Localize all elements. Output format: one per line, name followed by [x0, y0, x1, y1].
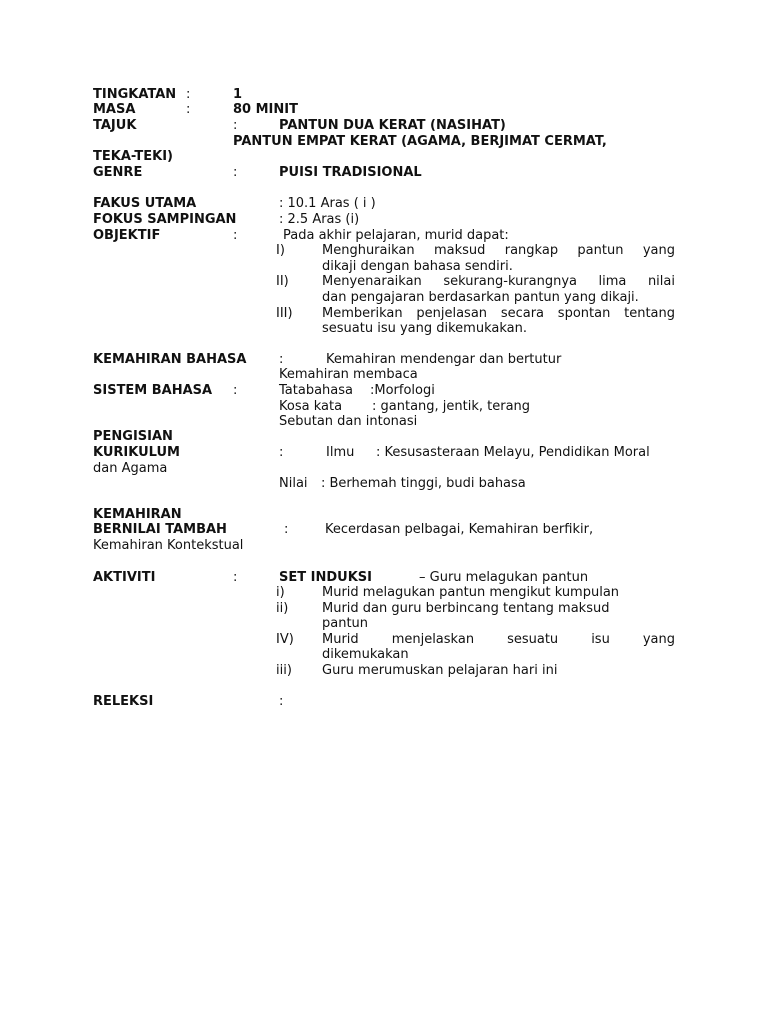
aktiviti-item-cont: pantun	[322, 616, 369, 631]
objektif-label: OBJEKTIF	[93, 228, 161, 243]
objektif-item-num: III)	[276, 306, 293, 321]
tajuk-colon: :	[233, 118, 238, 133]
genre-value: PUISI TRADISIONAL	[279, 165, 422, 180]
tajuk-line3: TEKA-TEKI)	[93, 149, 173, 164]
word: penjelasan	[416, 306, 488, 321]
word: isu	[591, 632, 610, 647]
aktiviti-item-num: iii)	[276, 663, 292, 678]
word: rangkap	[504, 243, 559, 258]
tingkatan-label: TINGKATAN	[93, 87, 177, 102]
objektif-colon: :	[233, 228, 238, 243]
kurikulum-label: KURIKULUM	[93, 445, 180, 460]
word: Murid	[322, 632, 359, 647]
kemahiran-bahasa-label: KEMAHIRAN BAHASA	[93, 352, 247, 367]
aktiviti-item-cont: dikemukakan	[322, 647, 409, 662]
kemahiran-bahasa-colon: :	[279, 352, 284, 367]
aktiviti-label: AKTIVITI	[93, 570, 156, 585]
tajuk-label: TAJUK	[93, 118, 137, 133]
genre-label: GENRE	[93, 165, 143, 180]
word: spontan	[557, 306, 611, 321]
objektif-item-line	[322, 243, 675, 259]
aktiviti-item-text: Guru merumuskan pelajaran hari ini	[322, 663, 558, 678]
kemahiran-label: KEMAHIRAN	[93, 507, 182, 522]
sebutan-line: Sebutan dan intonasi	[279, 414, 418, 429]
kemahiran-bahasa-line1: Kemahiran mendengar dan bertutur	[326, 352, 562, 367]
sistem-bahasa-label: SISTEM BAHASA	[93, 383, 213, 398]
objektif-item-cont: dan pengajaran berdasarkan pantun yang dikaji.	[322, 290, 639, 305]
word: sekurang-kurangnya	[443, 274, 578, 289]
tingkatan-colon: :	[186, 87, 191, 102]
tajuk-line1: PANTUN DUA KERAT (NASIHAT)	[279, 118, 506, 133]
aktiviti-item-text: Murid melagukan pantun mengikut kumpulan	[322, 585, 620, 600]
bernilai-tambah-cont: Kemahiran Kontekstual	[93, 538, 244, 553]
word: tentang	[624, 306, 675, 321]
tingkatan-value: 1	[233, 87, 243, 102]
ilmu-label: Ilmu	[326, 445, 355, 460]
ilmu-value: : Kesusasteraan Melayu, Pendidikan Moral	[376, 445, 650, 460]
word: maksud	[433, 243, 486, 258]
tatabahasa-value: :Morfologi	[370, 383, 435, 398]
word: nilai	[647, 274, 675, 289]
objektif-item-line	[322, 306, 675, 322]
tajuk-line2: PANTUN EMPAT KERAT (AGAMA, BERJIMAT CERMAT,	[233, 134, 607, 149]
bernilai-tambah-label: BERNILAI TAMBAH	[93, 522, 227, 537]
word: pantun	[577, 243, 624, 258]
word: lima	[598, 274, 627, 289]
word: Menyenaraikan	[322, 274, 422, 289]
set-induksi-desc: – Guru melagukan pantun	[419, 570, 589, 585]
objektif-item-num: II)	[276, 274, 289, 289]
aktiviti-item-line	[322, 632, 675, 648]
objektif-item-cont: dikaji dengan bahasa sendiri.	[322, 259, 513, 274]
kosa-kata-value: : gantang, jentik, terang	[372, 399, 531, 414]
genre-colon: :	[233, 165, 238, 180]
aktiviti-item-num: IV)	[276, 632, 294, 647]
aktiviti-colon: :	[233, 570, 238, 585]
aktiviti-item-num: ii)	[276, 601, 289, 616]
word: Memberikan	[322, 306, 403, 321]
nilai-value: : Berhemah tinggi, budi bahasa	[321, 476, 526, 491]
word: secara	[500, 306, 545, 321]
fokus-utama-label: FAKUS UTAMA	[93, 196, 197, 211]
objektif-item-line	[322, 274, 675, 290]
masa-label: MASA	[93, 102, 136, 117]
kemahiran-bahasa-line2: Kemahiran membaca	[279, 367, 418, 382]
nilai-label: Nilai	[279, 476, 308, 491]
kosa-kata-label: Kosa kata	[279, 399, 343, 414]
word: sesuatu	[507, 632, 559, 647]
ilmu-cont: dan Agama	[93, 461, 168, 476]
masa-colon: :	[186, 102, 191, 117]
objektif-item-num: I)	[276, 243, 285, 258]
word: yang	[642, 243, 675, 258]
word: Menghuraikan	[322, 243, 415, 258]
bernilai-tambah-colon: :	[284, 522, 289, 537]
set-induksi-label: SET INDUKSI	[279, 570, 372, 585]
aktiviti-item-num: i)	[276, 585, 285, 600]
word: menjelaskan	[391, 632, 475, 647]
aktiviti-item-text: Murid dan guru berbincang tentang maksud	[322, 601, 610, 616]
objektif-item-cont: sesuatu isu yang dikemukakan.	[322, 321, 527, 336]
fokus-sampingan-value: : 2.5 Aras (i)	[279, 212, 360, 227]
tatabahasa-label: Tatabahasa	[279, 383, 353, 398]
bernilai-tambah-value: Kecerdasan pelbagai, Kemahiran berfikir,	[325, 522, 594, 537]
objektif-intro: Pada akhir pelajaran, murid dapat:	[283, 228, 509, 243]
fokus-sampingan-label: FOKUS SAMPINGAN	[93, 212, 237, 227]
pengisian-label: PENGISIAN	[93, 429, 173, 444]
word: yang	[642, 632, 675, 647]
sistem-bahasa-colon: :	[233, 383, 238, 398]
fokus-utama-value: : 10.1 Aras ( i )	[279, 196, 376, 211]
pengisian-colon: :	[279, 445, 284, 460]
masa-value: 80 MINIT	[233, 102, 298, 117]
releksi-colon: :	[279, 694, 284, 709]
releksi-label: RELEKSI	[93, 694, 154, 709]
